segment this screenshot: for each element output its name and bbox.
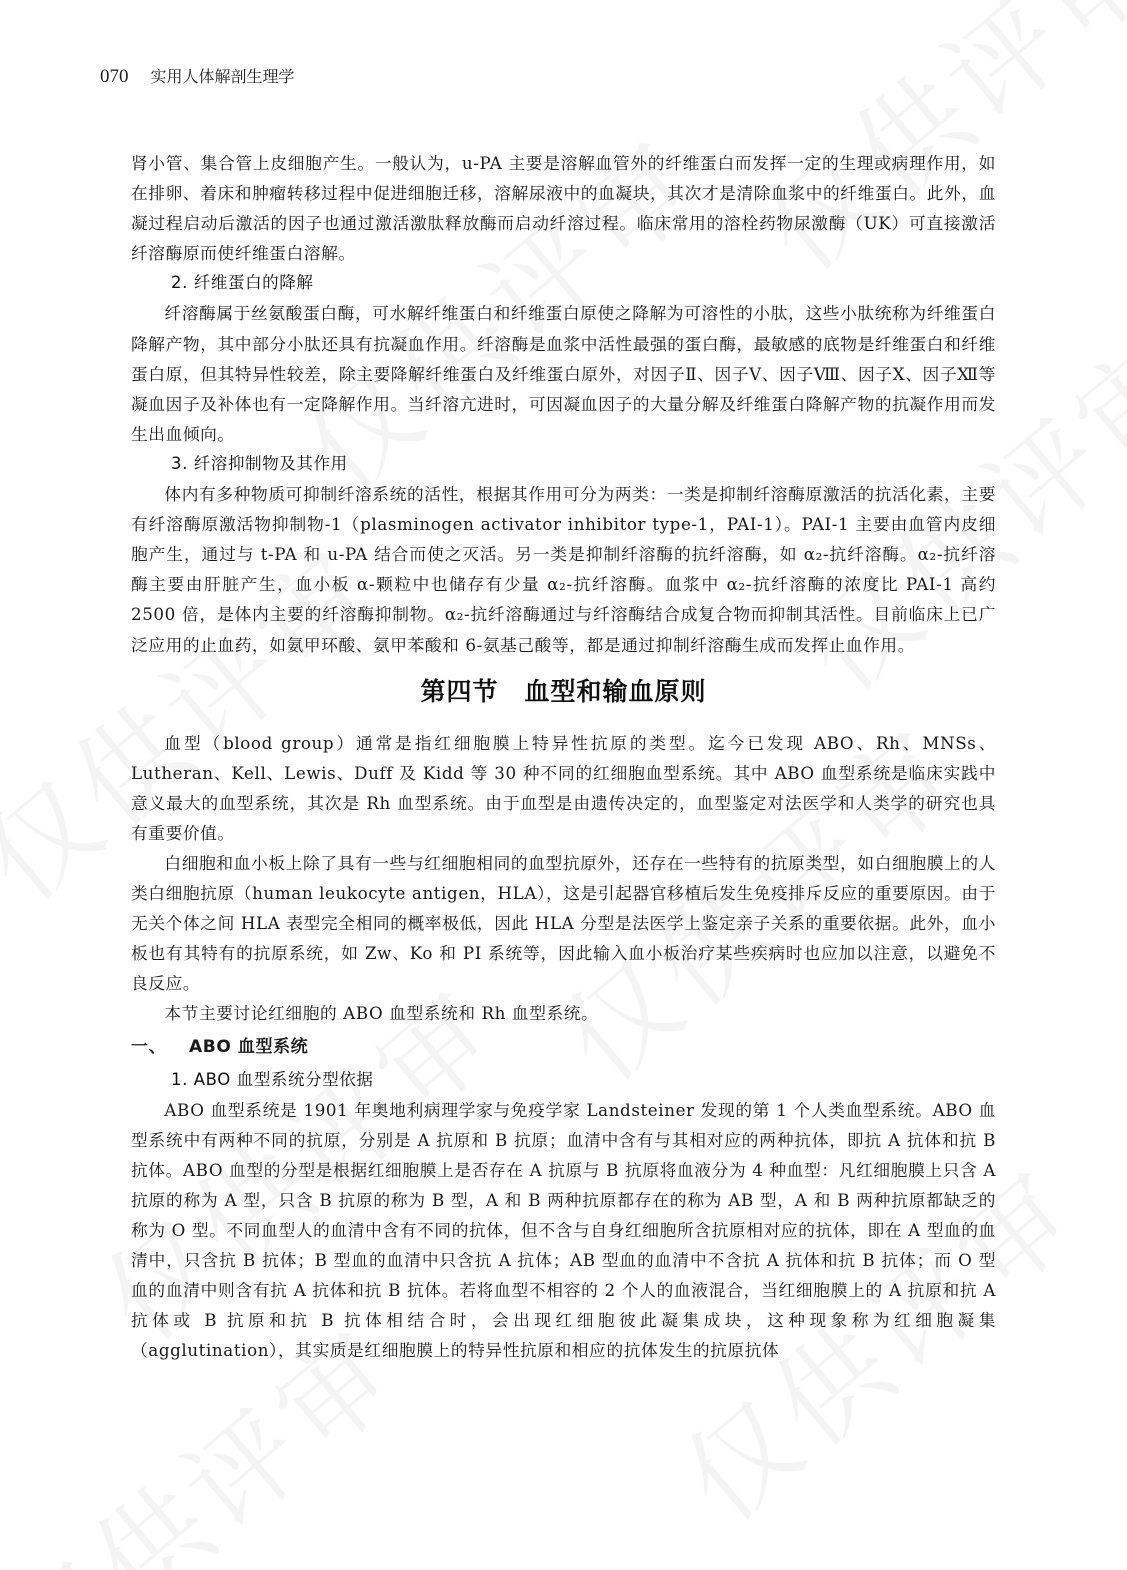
heading-text: ABO 血型系统 — [189, 1036, 309, 1057]
subheading-fibrinolysis-inhibitors: 3. 纤溶抑制物及其作用 — [171, 453, 348, 473]
subheading-abo-basis: 1. ABO 血型系统分型依据 — [171, 1069, 374, 1089]
section-title: 第四节 血型和输血原则 — [420, 676, 707, 706]
paragraph-intro: 肾小管、集合管上皮细胞产生。一般认为，u-PA 主要是溶解血管外的纤维蛋白而发挥一定的生理或病理作用，如在排卵、着床和肿瘤转移过程中促进细胞迁移，溶解尿液中的血凝块，其次才是清除血浆中的纤维蛋白。此外，血凝过程启动后激活的因子也通过激活激肽释放酶而启动纤溶过程。临床常用的溶栓药物尿激酶（UK）可直接激活纤溶酶原而使纤维蛋白溶解。 — [131, 153, 996, 264]
page-number: 070 — [100, 66, 129, 87]
subheading-fibrin-degradation: 2. 纤维蛋白的降解 — [171, 273, 314, 293]
paragraph-blood-group-intro: 血型（blood group）通常是指红细胞膜上特异性抗原的类型。迄今已发现 ABO、Rh、MNSs、Lutheran、Kell、Lewis、Duff 及 Kidd 等 30 种不同的红细胞血型系统。其中 ABO 血型系统是临床实践中意义最大的血型系统，其次是 Rh 血型系统。由于血型是由遗传决定的，血型鉴定对法医学和人类学的研究也具有重要价值。 — [131, 732, 996, 843]
paragraph-fibrin-degradation: 纤溶酶属于丝氨酸蛋白酶，可水解纤维蛋白和纤维蛋白原使之降解为可溶性的小肽，这些小肽统称为纤维蛋白降解产物，其中部分小肽还具有抗凝血作用。纤溶酶是血浆中活性最强的蛋白酶，最敏感的底物是纤维蛋白和纤维蛋白原，但其特异性较差，除主要降解纤维蛋白及纤维蛋白原外，对因子Ⅱ、因子Ⅴ、因子Ⅷ、因子Ⅹ、因子Ⅻ等凝血因子及补体也有一定降解作用。当纤溶亢进时，可因凝血因子的大量分解及纤维蛋白降解产物的抗凝作用而发生出血倾向。 — [131, 303, 996, 444]
heading-number: 一、 — [131, 1036, 167, 1057]
page-body — [131, 148, 996, 1365]
paragraph-fibrinolysis-inhibitors: 体内有多种物质可抑制纤溶系统的活性，根据其作用可分为两类：一类是抑制纤溶酶原激活的抗活化素，主要有纤溶酶原激活物抑制物-1（plasminogen activator inhibitor type-1，PAI-1）。PAI-1 主要由血管内皮细胞产生，通过与 t-PA 和 u-PA 结合而使之灭活。另一类是抑制纤溶酶的抗纤溶酶，如 α₂-抗纤溶酶。α₂-抗纤溶酶主要由肝脏产生，血小板 α-颗粒中也储存有少量 α₂-抗纤溶酶。血浆中 α₂-抗纤溶酶的浓度比 PAI-1 高约 2500 倍，是体内主要的纤溶酶抑制物。α₂-抗纤溶酶通过与纤溶酶结合成复合物而抑制其活性。目前临床上已广泛应用的止血药，如氨甲环酸、氨甲苯酸和 6-氨基己酸等，都是通过抑制纤溶酶生成而发挥止血作用。 — [131, 484, 996, 655]
paragraph-leukocyte-antigens: 白细胞和血小板上除了具有一些与红细胞相同的血型抗原外，还存在一些特有的抗原类型，如白细胞膜上的人类白细胞抗原（human leukocyte antigen，HLA），这是引起器官移植后发生免疫排斥反应的重要原因。由于无关个体之间 HLA 表型完全相同的概率极低，因此 HLA 分型是法医学上鉴定亲子关系的重要依据。此外，血小板也有其特有的抗原系统，如 Zw、Ko 和 PI 系统等，因此输入血小板治疗某些疾病时也应加以注意，以避免不良反应。 — [131, 852, 996, 994]
page-header — [100, 64, 295, 94]
book-title: 实用人体解剖生理学 — [150, 67, 295, 86]
paragraph-abo-basis: ABO 血型系统是 1901 年奥地利病理学家与免疫学家 Landsteiner 发现的第 1 个人类血型系统。ABO 血型系统中有两种不同的抗原，分别是 A 抗原和 B 抗原；血清中含有与其相对应的两种抗体，即抗 A 抗体和抗 B 抗体。ABO 血型的分型是根据红细胞膜上是否存在 A 抗原与 B 抗原将血液分为 4 种血型：凡红细胞膜上只含 A 抗原的称为 A 型，只含 B 抗原的称为 B 型，A 和 B 两种抗原都存在的称为 AB 型，A 和 B 两种抗原都缺乏的称为 O 型。不同血型人的血清中含有不同的抗体，但不含与自身红细胞所含抗原相对应的抗体，即在 A 型血的血清中，只含抗 B 抗体；B 型血的血清中只含抗 A 抗体；AB 型血的血清中不含抗 A 抗体和抗 B 抗体；而 O 型血的血清中则含有抗 A 抗体和抗 B 抗体。若将血型不相容的 2 个人的血液混合，当红细胞膜上的 A 抗原和抗 A 抗体或 B 抗原和抗 B 抗体相结合时，会出现红细胞彼此凝集成块，这种现象称为红细胞凝集（agglutination），其实质是红细胞膜上的特异性抗原和相应的抗体发生的抗原抗体 — [131, 1099, 996, 1361]
heading-abo-system — [131, 1031, 996, 1063]
paragraph-section-scope: 本节主要讨论红细胞的 ABO 血型系统和 Rh 血型系统。 — [164, 1003, 599, 1024]
